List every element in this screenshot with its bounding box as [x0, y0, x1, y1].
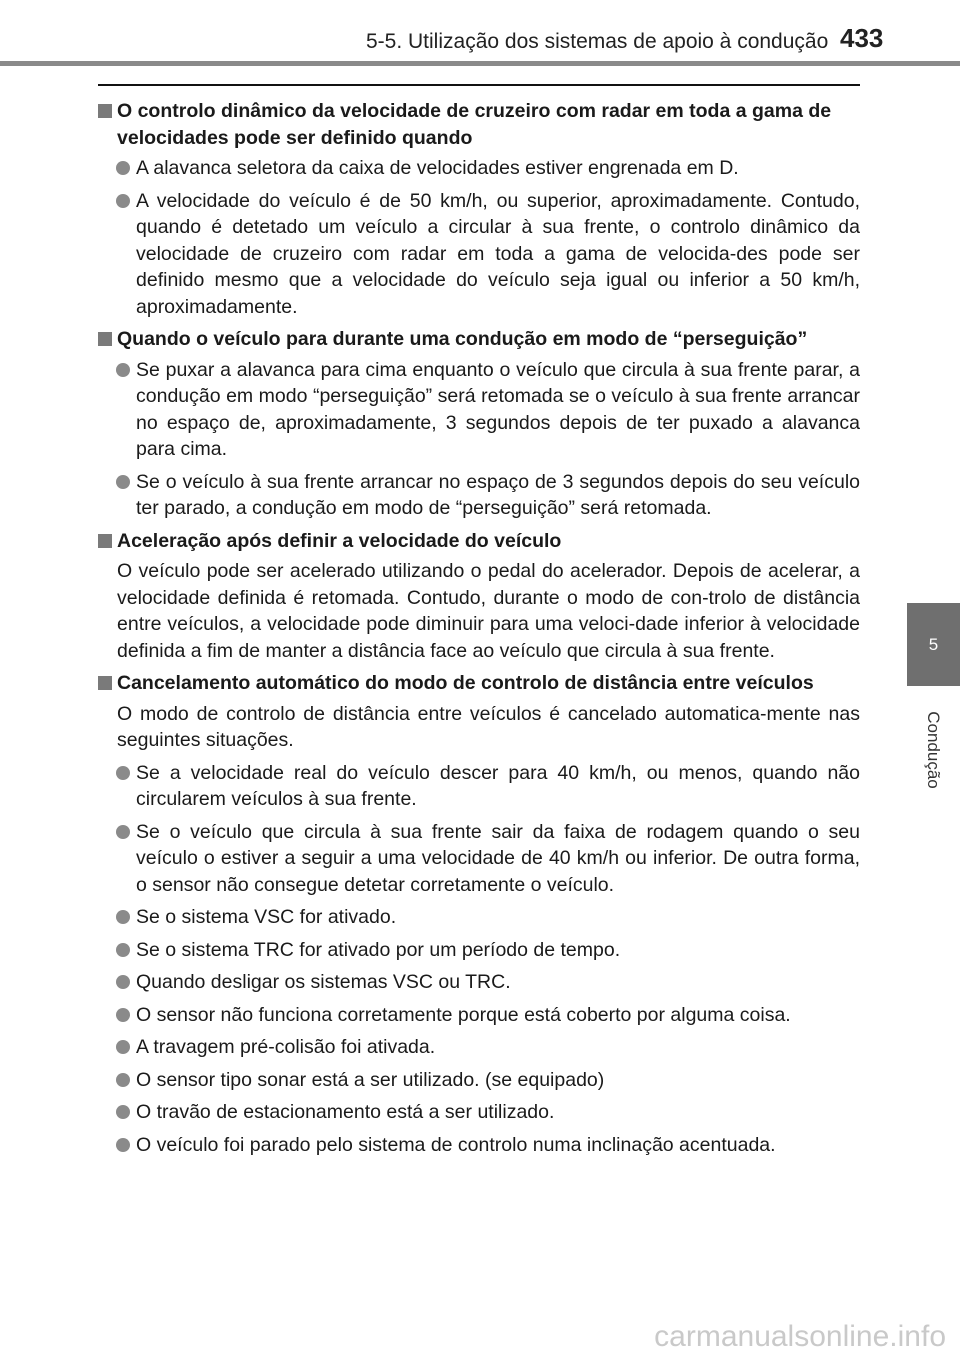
circle-bullet-icon	[116, 1040, 130, 1054]
bullet-text: O travão de estacionamento está a ser utilizado.	[136, 1101, 555, 1123]
bullet-text: Se puxar a alavanca para cima enquanto o veículo que circula à sua frente parar, a condução em modo “perseguição” será retomada se o veículo à sua frente arrancar no espaço de, aproximadamente, 3 segundos depois de ter puxado a alavanca para cima.	[136, 358, 860, 460]
circle-bullet-icon	[116, 943, 130, 957]
header-title: 5-5. Utilização dos sistemas de apoio à condução	[366, 30, 829, 53]
section-heading	[98, 98, 860, 151]
bullet-text: Se o veículo à sua frente arrancar no espaço de 3 segundos depois do seu veículo ter parado, a condução em modo de “perseguição” será retomada.	[136, 470, 860, 519]
bullet-item	[98, 904, 860, 931]
circle-bullet-icon	[116, 194, 130, 208]
square-bullet-icon	[98, 676, 112, 690]
circle-bullet-icon	[116, 1105, 130, 1119]
bullet-item	[98, 760, 860, 813]
circle-bullet-icon	[116, 766, 130, 780]
bullet-item	[98, 969, 860, 996]
chapter-label: Condução	[924, 711, 944, 789]
bullet-item	[98, 1002, 860, 1029]
circle-bullet-icon	[116, 1073, 130, 1087]
bullet-text: A alavanca seletora da caixa de velocidades estiver engrenada em D.	[136, 157, 739, 179]
circle-bullet-icon	[116, 1138, 130, 1152]
bullet-text: Quando desligar os sistemas VSC ou TRC.	[136, 971, 511, 993]
bullet-item	[98, 188, 860, 321]
bullet-item	[98, 357, 860, 463]
bullet-text: O veículo foi parado pelo sistema de controlo numa inclinação acentuada.	[136, 1133, 776, 1156]
section	[98, 528, 860, 665]
bullet-item	[98, 1067, 860, 1094]
watermark: carmanualsonline.info	[654, 1320, 946, 1353]
circle-bullet-icon	[116, 825, 130, 839]
chapter-number: 5	[928, 634, 939, 654]
circle-bullet-icon	[116, 161, 130, 175]
bullet-item	[98, 1099, 860, 1126]
square-bullet-icon	[98, 534, 112, 548]
circle-bullet-icon	[116, 475, 130, 489]
bullet-item	[98, 937, 860, 964]
header-band	[0, 61, 960, 66]
bullet-text: A travagem pré-colisão foi ativada.	[136, 1036, 436, 1058]
square-bullet-icon	[98, 104, 112, 118]
page-number: 433	[840, 23, 884, 53]
bullet-text: Se o veículo que circula à sua frente sair da faixa de rodagem quando o seu veículo o estiver a seguir a uma velocidade de 40 km/h ou inferior. De outra forma, o sensor não consegue detetar corretamente o veículo.	[136, 820, 860, 896]
section-paragraph: O veículo pode ser acelerado utilizando o pedal do acelerador. Depois de acelerar, a velocidade definida é retomada. Contudo, durante o modo de con-trolo de distância entre veículos, a velocidade pode diminuir para uma veloci-dade inferior à velocidade definida a fim de manter a distância face ao veículo que circula à sua frente.	[117, 560, 860, 662]
section	[98, 326, 860, 522]
bullet-text: Se o sistema TRC for ativado por um período de tempo.	[136, 938, 621, 961]
circle-bullet-icon	[116, 910, 130, 924]
page-content	[98, 92, 860, 1164]
section-heading-text: Aceleração após definir a velocidade do veículo	[117, 529, 562, 552]
section-heading	[98, 528, 860, 555]
bullet-text: Se a velocidade real do veículo descer para 40 km/h, ou menos, quando não circularem veículos à sua frente.	[136, 761, 860, 810]
chapter-tab	[907, 603, 960, 686]
section	[98, 670, 860, 1158]
bullet-item	[98, 819, 860, 899]
bullet-text: O sensor não funciona corretamente porque está coberto por alguma coisa.	[136, 1003, 791, 1026]
chapter-label-container	[908, 700, 958, 800]
section	[98, 98, 860, 320]
bullet-text: Se o sistema VSC for ativado.	[136, 906, 397, 928]
circle-bullet-icon	[116, 1008, 130, 1022]
section-heading-text: Quando o veículo para durante uma condução em modo de “perseguição”	[117, 328, 808, 350]
bullet-text: O sensor tipo sonar está a ser utilizado. (se equipado)	[136, 1068, 605, 1091]
bullet-item	[98, 1034, 860, 1061]
bullet-text: A velocidade do veículo é de 50 km/h, ou superior, aproximadamente. Contudo, quando é detetado um veículo a circular à sua frente, o controlo dinâmico da velocidade de cruzeiro com radar em toda a gama de velocida-des pode ser definido mesmo que a velocidade do veículo seja igual ou inferior a 50 km/h, aproximadamente.	[136, 189, 860, 318]
square-bullet-icon	[98, 332, 112, 346]
bullet-item	[98, 469, 860, 522]
section-heading	[98, 670, 860, 697]
top-rule	[98, 84, 860, 86]
section-paragraph: O modo de controlo de distância entre veículos é cancelado automatica-mente nas seguintes situações.	[117, 702, 860, 751]
section-heading-text: O controlo dinâmico da velocidade de cruzeiro com radar em toda a gama de velocidades pode ser definido quando	[117, 100, 832, 149]
section-heading	[98, 326, 860, 353]
section-heading-text: Cancelamento automático do modo de controlo de distância entre veículos	[117, 672, 814, 694]
circle-bullet-icon	[116, 363, 130, 377]
circle-bullet-icon	[116, 975, 130, 989]
bullet-item	[98, 155, 860, 182]
bullet-item	[98, 1132, 860, 1159]
